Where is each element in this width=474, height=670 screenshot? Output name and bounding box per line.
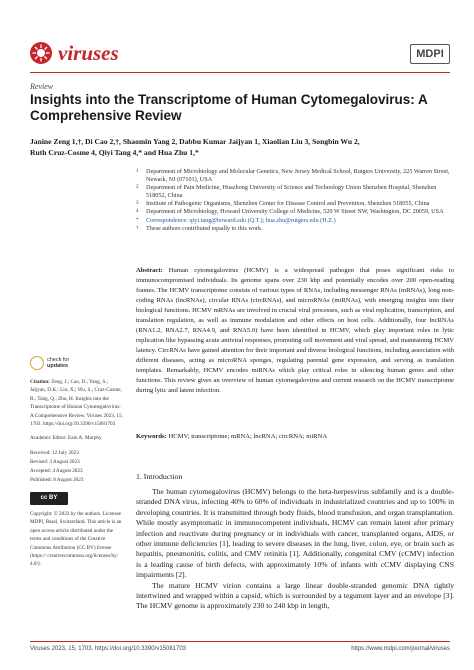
affiliation-1: 1 Department of Microbiology and Molecular Genetics, New Jersey Medical School, Rutgers University, 225 Warren Street, Newark, NJ (07101), USA [136,168,450,184]
journal-name: viruses [58,41,119,65]
keywords-text: HCMV; transcriptome; mRNA; lncRNA; circRNA; miRNA [168,433,328,440]
section-heading: 1. Introduction [136,472,183,481]
author-line-2: Ruth Cruz-Cosme 4, Qiyi Tang 4,* and Hua Zhu 1,* [30,148,199,157]
publisher-logo: MDPI [410,44,450,64]
check-for-updates-button[interactable]: check for updates [30,354,69,372]
affiliations [136,168,454,233]
intro-paragraph-1: The human cytomegalovirus (HCMV) belongs to the beta-herpesvirus subfamily and is a double-stranded DNA virus, infecting 40% to 60% of individuals in industrialized countries and up to 100% in developing countries. It is transmitted through body fluids, blood transfusion, and organ transplantation. While mostly asymptomatic in immunocompetent individuals, HCMV can remain latent after primary infection and reactivate during pregnancy or in individuals with cancer, transplanted organs, AIDS, or other immune deficiencies [1], leading to severe diseases in the lung, liver, colon, eye, or brain such as hepatitis, pneumonitis, colitis, and CMV retinitis [1]. Additionally, congenital CMV (cCMV) infection is a leading cause of birth defects, with approximately 10% of infants with cCMV displaying CNS impairments [2]. [136,487,454,580]
check-updates-icon [30,356,44,370]
published-date: Published: 8 August 2023 [30,477,84,483]
abstract-label: Abstract: [136,267,163,274]
abstract-text: Human cytomegalovirus (HCMV) is a widespread pathogen that poses significant risks to immunocompromised individuals. Its genome spans over 230 kbp and potentially encodes over 200 open-reading frames. The HCMV transcriptome consists of various types of RNAs, including messenger RNAs (mRNAs), long non-coding RNAs (lncRNAs), circular RNAs (circRNAs), and microRNAs (miRNAs), with emerging insights into their biological functions. HCMV mRNAs are involved in crucial viral processes, such as viral replication, transcription, and translation regulation, as well as immune modulation and other effects on host cells. Additionally, four lncRNAs (RNA1.2, RNA2.7, RNA4.9, and RNA5.0) have been identified in HCMV, which play important roles in lytic replication like bypassing acute antiviral responses, promoting cell movement and viral spread, and maintaining HCMV latency. CircRNAs have gained attention for their important and diverse biological functions, including association with different diseases, acting as microRNA sponges, regulating parental gene expression, and serving as translation templates. Remarkably, HCMV encodes miRNAs which play critical roles in silencing human genes and other functions. This review gives an overview of human cytomegalovirus and current research on the HCMV transcriptome during lytic and latent infection. [136,267,454,394]
article-type: Review [30,82,54,91]
affiliation-2: 2 Department of Pain Medicine, Huazhong University of Science and Technology Union Shenzhen Hospital, Shenzhen 518052, China [136,184,437,200]
cc-license-icon[interactable]: cc BY [30,492,68,505]
author-line-1: Janine Zeng 1,†, Di Cao 2,†, Shaomin Yang 2, Dabbu Kumar Jaijyan 1, Xiaolian Liu 3, Songbin Wu 2, [30,137,360,146]
citation-label: Citation: [30,379,50,385]
accepted-date: Accepted: 4 August 2023 [30,468,83,474]
correspondence: * Correspondence: qiyi.tang@howard.edu (Q.T.); hua.zhu@rutgers.edu (H.Z.) [136,216,336,224]
citation-text: Zeng, J.; Cao, D.; Yang, S.; Jaijyan, D.K.; Liu, X.; Wu, S.; Cruz-Cosme, R.; Tang, Q.; Zhu, H. Insights into the Transcriptome of Human Cytomegalovirus: A Comprehensive Review. Viruses 2023, 15, 1703. https://doi.org/10.3390/v15081703 [30,379,123,428]
abstract [136,266,454,396]
affiliation-4: 4 Department of Microbiology, Howard University College of Medicine, 520 W Street NW, Washington, DC 20059, USA [136,208,444,216]
footer-citation: Viruses 2023, 15, 1703. https://doi.org/10.3390/v15081703 [30,646,187,652]
academic-editor: Academic Editor: Eain A. Murphy [30,435,102,441]
equal-contribution-note: † These authors contributed equally to this work. [136,224,263,232]
intro-paragraph-2: The mature HCMV virion contains a large linear double-stranded genomic DNA tightly intertwined and wrapped within a capsid, which is surrounded by a tegument layer and an envelope [3]. The HCMV genome is approximately 230 to 240 kbp in length, [136,580,454,611]
citation-block [30,378,125,428]
affiliation-3: 3 Institute of Pathogenic Organisms, Shenzhen Center for Disease Control and Prevention, Shenzhen 518055, China [136,200,430,208]
author-list [30,136,455,158]
keywords [136,432,454,442]
header-divider [30,72,450,73]
copyright-text: Copyright: © 2023 by the authors. Licensee MDPI, Basel, Switzerland. This article is an open access article distributed under the terms and conditions of the Creative Commons Attribution (CC BY) license (https:// creativecommons.org/licenses/by/ 4.0/). [30,511,122,568]
footer-journal-link[interactable]: https://www.mdpi.com/journal/viruses [351,646,450,652]
introduction-body [136,487,454,612]
revised-date: Revised: 3 August 2023 [30,459,80,465]
keywords-label: Keywords: [136,433,167,440]
article-title: Insights into the Transcriptome of Human Cytomegalovirus: A Comprehensive Review [30,92,428,123]
journal-logo-icon [30,42,52,64]
received-date: Received: 12 July 2023 [30,450,79,456]
footer-divider [30,641,450,642]
